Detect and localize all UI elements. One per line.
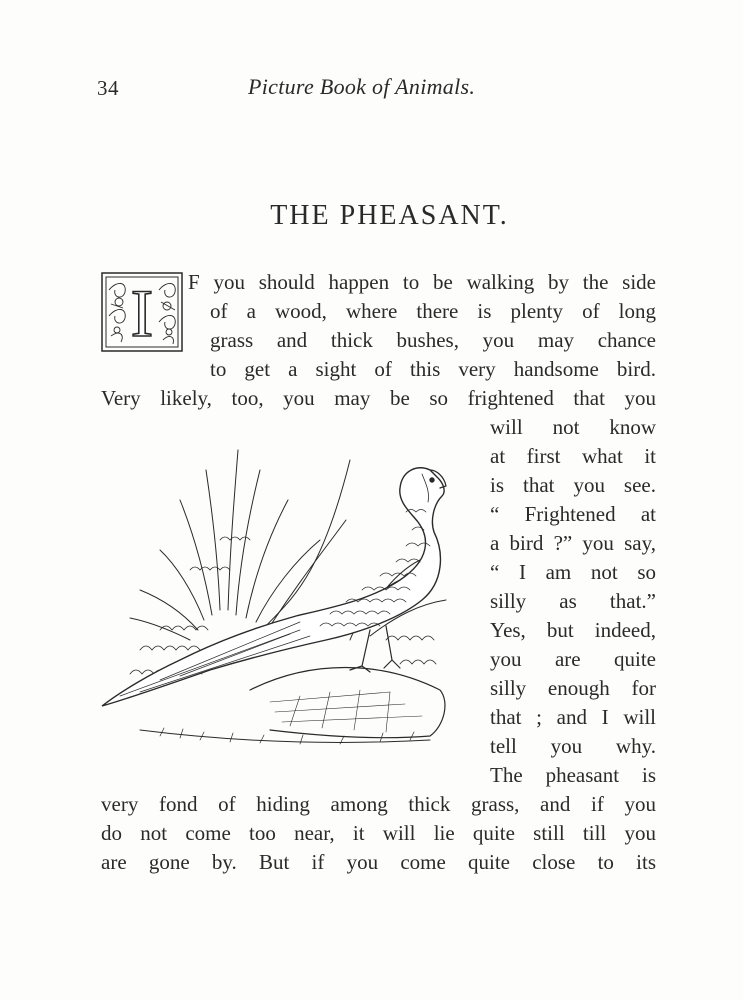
text-line: tell you why. [490, 734, 656, 758]
drop-cap-letter: I [130, 275, 154, 351]
text-line: will not know [490, 415, 656, 439]
text-line: F you should happen to be walking by the side [188, 270, 656, 294]
text-line: “ Frightened at [490, 502, 656, 526]
text-line: Very likely, too, you may be so frightened that you [101, 386, 656, 410]
text-line: Yes, but indeed, [490, 618, 656, 642]
text-line: do not come too near, it will lie quite still till you [101, 821, 656, 845]
running-title: Picture Book of Animals. [248, 74, 476, 99]
text-line: that ; and I will [490, 705, 656, 729]
text-line: you are quite [490, 647, 656, 671]
text-line: are gone by. But if you come quite close to its [101, 850, 656, 874]
page-number: 34 [97, 76, 119, 100]
text-line: at first what it [490, 444, 656, 468]
text-line: The pheasant is [490, 763, 656, 787]
text-line: a bird ?” you say, [490, 531, 656, 555]
text-line: “ I am not so [490, 560, 656, 584]
text-line: to get a sight of this very handsome bird. [210, 357, 656, 381]
text-line: silly enough for [490, 676, 656, 700]
chapter-title: THE PHEASANT. [270, 200, 509, 231]
pheasant-illustration [100, 440, 466, 758]
text-line: very fond of hiding among thick grass, and if you [101, 792, 656, 816]
drop-cap-ornament [101, 272, 183, 352]
text-line: is that you see. [490, 473, 656, 497]
text-line: of a wood, where there is plenty of long [210, 299, 656, 323]
text-line: silly as that.” [490, 589, 656, 613]
text-line: grass and thick bushes, you may chance [210, 328, 656, 352]
